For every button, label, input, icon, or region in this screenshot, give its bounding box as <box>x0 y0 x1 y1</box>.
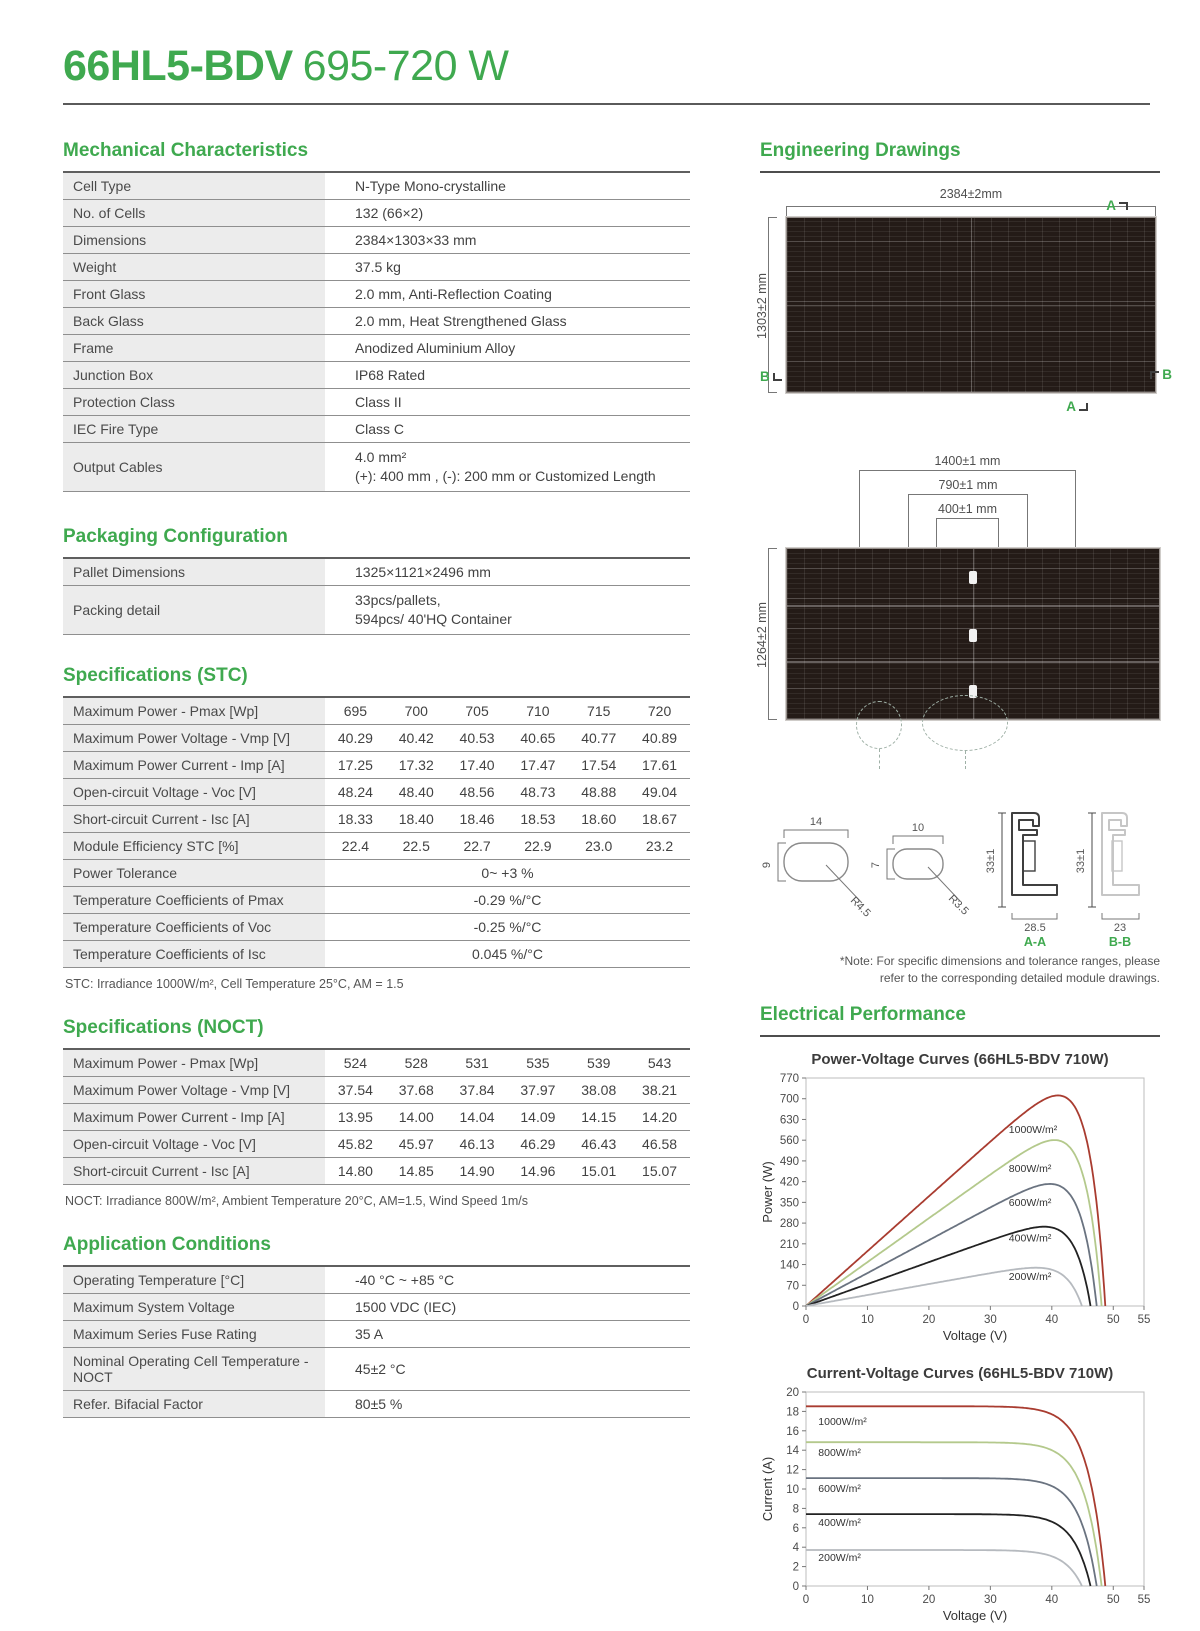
heading-rule <box>760 1035 1160 1037</box>
section-heading: Packaging Configuration <box>63 525 288 547</box>
spec-value: 14.90 <box>459 1162 495 1179</box>
model-name: 66HL5-BDV <box>63 42 293 90</box>
svg-text:350: 350 <box>779 1197 799 1210</box>
spec-value: 37.97 <box>520 1081 556 1098</box>
table-row <box>63 1391 690 1418</box>
power-range: 695-720 W <box>302 42 509 90</box>
spec-value: 46.58 <box>642 1135 678 1152</box>
spec-value: 18.67 <box>642 810 678 827</box>
spec-value: 38.21 <box>642 1081 678 1098</box>
row-label: Temperature Coefficients of Pmax <box>63 887 325 913</box>
spec-value: 14.20 <box>642 1108 678 1125</box>
corner-mark-icon <box>1079 403 1088 411</box>
svg-text:10: 10 <box>786 1483 799 1496</box>
spec-value: 535 <box>526 1054 550 1071</box>
section-label-aa: A-A <box>1023 935 1047 949</box>
spec-value: 17.61 <box>642 756 678 773</box>
row-value: Class II <box>355 394 402 410</box>
dimension-label: 7 <box>870 861 882 869</box>
svg-text:6: 6 <box>792 1522 799 1535</box>
spec-value: 539 <box>587 1054 611 1071</box>
table-row <box>63 1158 690 1185</box>
spec-value: 710 <box>526 702 550 719</box>
row-label: Maximum System Voltage <box>63 1294 325 1320</box>
frame-profile-bb <box>1075 813 1139 949</box>
section-heading: Specifications (NOCT) <box>63 1016 264 1038</box>
mounting-hole-callout <box>856 701 902 749</box>
dimension-label: 2384±2mm <box>939 187 1003 201</box>
dimension-label: 10 <box>911 822 925 834</box>
spec-value: 23.0 <box>585 837 613 854</box>
spec-value: 46.29 <box>520 1135 556 1152</box>
spec-value: 22.7 <box>463 837 491 854</box>
svg-text:4: 4 <box>792 1541 799 1554</box>
spec-value: 48.73 <box>520 783 556 800</box>
iv-curves-chart <box>760 1384 1160 1626</box>
chart-title: Current-Voltage Curves (66HL5-BDV 710W) <box>806 1364 1114 1382</box>
table-row <box>63 1104 690 1131</box>
chart-title: Power-Voltage Curves (66HL5-BDV 710W) <box>811 1050 1109 1068</box>
table-row <box>63 362 690 389</box>
svg-text:18: 18 <box>786 1406 799 1419</box>
page-title <box>63 42 1150 91</box>
spec-value: 700 <box>404 702 428 719</box>
spec-value: 14.04 <box>459 1108 495 1125</box>
svg-text:280: 280 <box>779 1217 799 1230</box>
table-row <box>63 443 690 492</box>
spec-value: 15.07 <box>642 1162 678 1179</box>
mounting-hole-callout <box>922 695 1008 751</box>
section-label-bb: B-B <box>1108 935 1132 949</box>
spec-value: 14.96 <box>520 1162 556 1179</box>
svg-text:50: 50 <box>1106 1593 1120 1606</box>
drawings-note: *Note: For specific dimensions and tolerance ranges, please refer to the corresponding detailed module drawings. <box>839 954 1160 986</box>
panel-divider <box>787 661 1159 663</box>
svg-text:0: 0 <box>792 1580 799 1593</box>
packaging-table <box>63 557 690 635</box>
stc-footnote: STC: Irradiance 1000W/m², Cell Temperature 25°C, AM = 1.5 <box>65 976 404 991</box>
solar-panel-front <box>786 217 1156 393</box>
spec-value: 18.40 <box>398 810 434 827</box>
svg-text:40: 40 <box>1045 1593 1059 1606</box>
row-value: IP68 Rated <box>355 367 426 383</box>
spec-value: 48.88 <box>581 783 617 800</box>
row-value: 2.0 mm, Anti-Reflection Coating <box>355 286 552 302</box>
table-row <box>63 698 690 725</box>
dimension-label: 1303±2 mm <box>754 273 769 339</box>
left-column <box>63 140 690 1418</box>
table-row <box>63 254 690 281</box>
spec-value: 705 <box>465 702 489 719</box>
svg-text:0: 0 <box>792 1300 799 1313</box>
noct-section <box>63 1017 690 1208</box>
packaging-section <box>63 526 690 635</box>
table-row <box>63 725 690 752</box>
svg-text:210: 210 <box>779 1238 799 1251</box>
svg-text:12: 12 <box>786 1464 799 1477</box>
curve-label: 1000W/m² <box>818 1415 867 1428</box>
title-rule <box>63 103 1150 105</box>
spec-value: 18.46 <box>459 810 495 827</box>
spec-value: 37.68 <box>398 1081 434 1098</box>
electrical-performance-section <box>760 1004 1160 1631</box>
spec-value: 17.25 <box>337 756 373 773</box>
section-mark-a-top: A <box>1106 198 1128 213</box>
row-label: Maximum Power - Pmax [Wp] <box>63 1050 325 1076</box>
curve-label: 400W/m² <box>1008 1232 1052 1245</box>
table-row <box>63 1267 690 1294</box>
panel-divider <box>787 605 1159 607</box>
spec-value: 40.42 <box>398 729 434 746</box>
section-heading: Specifications (STC) <box>63 664 248 686</box>
row-label: Back Glass <box>63 308 325 334</box>
svg-text:55: 55 <box>1137 1593 1151 1606</box>
spec-value: 720 <box>647 702 672 719</box>
svg-text:Voltage (V): Voltage (V) <box>942 1607 1008 1623</box>
table-row <box>63 227 690 254</box>
spec-value: 40.77 <box>581 729 617 746</box>
junction-box <box>969 571 977 584</box>
spec-value: -0.25 %/°C <box>473 918 542 935</box>
mechanical-section <box>63 140 690 492</box>
spec-value: 14.00 <box>398 1108 434 1125</box>
row-label: Short-circuit Current - Isc [A] <box>63 806 325 832</box>
spec-value: 46.43 <box>581 1135 617 1152</box>
spec-value: 524 <box>343 1054 368 1071</box>
row-value: Class C <box>355 421 405 437</box>
row-label: No. of Cells <box>63 200 325 226</box>
spec-value: 45.97 <box>398 1135 434 1152</box>
svg-text:14: 14 <box>786 1444 799 1457</box>
table-row <box>63 1131 690 1158</box>
svg-text:20: 20 <box>922 1313 936 1326</box>
row-value: 33pcs/pallets, 594pcs/ 40'HQ Container <box>355 591 512 627</box>
row-label: Cell Type <box>63 173 325 199</box>
row-label: Maximum Power Current - Imp [A] <box>63 752 325 778</box>
spec-value: 22.9 <box>524 837 552 854</box>
row-value: 1500 VDC (IEC) <box>355 1298 457 1315</box>
table-row <box>63 586 690 635</box>
detail-drawings <box>760 803 1160 949</box>
junction-box <box>969 629 977 642</box>
row-label: Weight <box>63 254 325 280</box>
table-row <box>63 335 690 362</box>
row-label: Temperature Coefficients of Isc <box>63 941 325 967</box>
svg-text:10: 10 <box>861 1593 874 1606</box>
row-label: Short-circuit Current - Isc [A] <box>63 1158 325 1184</box>
stc-section <box>63 665 690 991</box>
table-row <box>63 173 690 200</box>
row-value: 4.0 mm² (+): 400 mm , (-): 200 mm or Customized Length <box>355 449 656 484</box>
svg-text:Voltage (V): Voltage (V) <box>942 1327 1008 1343</box>
dimension-label: 1264±2 mm <box>754 602 769 668</box>
row-label: Open-circuit Voltage - Voc [V] <box>63 1131 325 1157</box>
svg-text:630: 630 <box>779 1114 799 1127</box>
row-value: Anodized Aluminium Alloy <box>355 340 516 356</box>
spec-value: 14.80 <box>337 1162 373 1179</box>
row-value: 2.0 mm, Heat Strengthened Glass <box>355 313 567 329</box>
spec-value: 17.47 <box>520 756 556 773</box>
svg-text:Current (A): Current (A) <box>760 1456 775 1521</box>
spec-value: 48.56 <box>459 783 495 800</box>
svg-text:30: 30 <box>983 1593 997 1606</box>
table-row <box>63 806 690 833</box>
spec-value: 0.045 %/°C <box>472 945 543 962</box>
corner-mark-icon <box>1119 202 1128 210</box>
row-value: 132 (66×2) <box>355 205 424 221</box>
spec-value: 40.53 <box>459 729 495 746</box>
row-label: Power Tolerance <box>63 860 325 886</box>
dimension-label: 23 <box>1113 922 1127 934</box>
spec-value: 38.08 <box>581 1081 617 1098</box>
table-row <box>63 559 690 586</box>
section-mark-a-bottom: A <box>1066 399 1088 414</box>
row-value: 80±5 % <box>355 1395 403 1412</box>
panel-middle-line <box>787 305 1155 306</box>
spec-value: 18.60 <box>581 810 617 827</box>
spec-value: 528 <box>404 1054 428 1071</box>
row-label: Maximum Power Voltage - Vmp [V] <box>63 1077 325 1103</box>
svg-text:2: 2 <box>792 1561 799 1574</box>
panel-rear-drawing <box>754 453 1160 769</box>
spec-value: 14.85 <box>398 1162 434 1179</box>
dimension-label: 28.5 <box>1024 922 1046 934</box>
callout-leader-line <box>965 751 966 769</box>
spec-value: 45.82 <box>337 1135 373 1152</box>
row-label: Operating Temperature [°C] <box>63 1267 325 1293</box>
svg-text:70: 70 <box>786 1280 799 1293</box>
mechanical-table <box>63 171 690 492</box>
table-row <box>63 833 690 860</box>
row-value: 1325×1121×2496 mm <box>355 563 491 580</box>
svg-text:0: 0 <box>802 1313 810 1326</box>
corner-mark-icon <box>773 373 782 381</box>
svg-text:16: 16 <box>786 1425 799 1438</box>
curve-label: 400W/m² <box>818 1516 861 1529</box>
pv-curves-chart <box>760 1070 1160 1346</box>
row-label: Nominal Operating Cell Temperature - NOCT <box>63 1348 325 1390</box>
section-heading: Application Conditions <box>63 1233 271 1255</box>
spec-value: 14.09 <box>520 1108 556 1125</box>
svg-text:140: 140 <box>779 1259 799 1272</box>
section-mark-b-right: B <box>1150 367 1172 382</box>
curve-label: 800W/m² <box>818 1446 861 1459</box>
application-table <box>63 1265 690 1418</box>
row-label: Temperature Coefficients of Voc <box>63 914 325 940</box>
application-section <box>63 1234 690 1418</box>
header <box>63 42 1150 105</box>
spec-value: 46.13 <box>459 1135 495 1152</box>
table-row <box>63 1348 690 1391</box>
svg-text:40: 40 <box>1045 1313 1059 1326</box>
row-label: Protection Class <box>63 389 325 415</box>
dimension-label: 33±1 <box>1075 848 1087 874</box>
spec-value: 22.4 <box>341 837 370 854</box>
spec-value: 37.84 <box>459 1081 495 1098</box>
section-heading: Mechanical Characteristics <box>63 140 309 161</box>
row-label: Maximum Power Current - Imp [A] <box>63 1104 325 1130</box>
frame-profile-aa <box>985 813 1057 949</box>
dimension-bracket <box>768 217 777 393</box>
svg-text:490: 490 <box>779 1155 799 1168</box>
callout-leader-line <box>879 749 880 769</box>
curve-label: 800W/m² <box>1008 1162 1052 1175</box>
solar-panel-rear <box>786 548 1160 720</box>
curve-label: 1000W/m² <box>1008 1123 1058 1136</box>
row-label: Junction Box <box>63 362 325 388</box>
spec-value: 15.01 <box>581 1162 617 1179</box>
heading-rule <box>760 171 1160 173</box>
table-row <box>63 941 690 968</box>
radius-label: R3.5 <box>945 892 971 918</box>
row-label: Maximum Power - Pmax [Wp] <box>63 698 325 724</box>
row-label: Maximum Power Voltage - Vmp [V] <box>63 725 325 751</box>
dimension-bracket <box>786 206 1156 217</box>
noct-table <box>63 1048 690 1185</box>
svg-text:Power (W): Power (W) <box>760 1161 775 1223</box>
row-label: Maximum Series Fuse Rating <box>63 1321 325 1347</box>
curve-label: 200W/m² <box>818 1551 861 1564</box>
spec-value: 13.95 <box>337 1108 373 1125</box>
spec-value: -0.29 %/°C <box>473 891 542 908</box>
svg-text:30: 30 <box>983 1313 997 1326</box>
spec-value: 531 <box>465 1054 489 1071</box>
spec-value: 17.54 <box>581 756 617 773</box>
spec-value: 48.24 <box>337 783 373 800</box>
dimension-bracket <box>768 548 777 720</box>
row-label: Pallet Dimensions <box>63 559 325 585</box>
table-row <box>63 200 690 227</box>
row-label: Open-circuit Voltage - Voc [V] <box>63 779 325 805</box>
section-mark-b-left: B <box>760 369 782 384</box>
spec-value: 18.53 <box>520 810 556 827</box>
spec-value: 40.29 <box>337 729 373 746</box>
spec-value: 543 <box>647 1054 672 1071</box>
spec-value: 23.2 <box>645 837 674 854</box>
curve-label: 200W/m² <box>1008 1270 1052 1283</box>
right-column <box>754 140 1172 1631</box>
spec-value: 17.40 <box>459 756 495 773</box>
table-row <box>63 860 690 887</box>
svg-text:20: 20 <box>922 1593 936 1606</box>
row-value: N-Type Mono-crystalline <box>355 178 506 194</box>
row-value: -40 °C ~ +85 °C <box>355 1271 455 1288</box>
spec-value: 22.5 <box>402 837 430 854</box>
spec-value: 715 <box>587 702 611 719</box>
spec-value: 40.65 <box>520 729 556 746</box>
row-value: 2384×1303×33 mm <box>355 232 477 248</box>
svg-text:55: 55 <box>1137 1313 1151 1326</box>
table-row <box>63 389 690 416</box>
table-row <box>63 1050 690 1077</box>
svg-text:560: 560 <box>779 1134 799 1147</box>
table-row <box>63 1321 690 1348</box>
svg-text:50: 50 <box>1106 1313 1120 1326</box>
section-heading: Engineering Drawings <box>760 140 961 161</box>
table-row <box>63 887 690 914</box>
panel-front-drawing <box>754 187 1172 439</box>
row-label: Front Glass <box>63 281 325 307</box>
section-heading: Electrical Performance <box>760 1003 966 1025</box>
noct-footnote: NOCT: Irradiance 800W/m², Ambient Temperature 20°C, AM=1.5, Wind Speed 1m/s <box>65 1193 528 1208</box>
spec-value: 0~ +3 % <box>481 864 534 881</box>
spec-value: 49.04 <box>642 783 678 800</box>
spec-value: 48.40 <box>398 783 434 800</box>
row-label: Frame <box>63 335 325 361</box>
svg-text:770: 770 <box>779 1072 799 1085</box>
table-row <box>63 914 690 941</box>
spec-value: 40.89 <box>642 729 678 746</box>
table-row <box>63 281 690 308</box>
table-row <box>63 752 690 779</box>
row-label: Output Cables <box>63 443 325 491</box>
spec-value: 37.54 <box>337 1081 373 1098</box>
dimension-bracket <box>936 518 999 548</box>
row-label: Dimensions <box>63 227 325 253</box>
dimension-label: 14 <box>809 816 823 828</box>
spec-value: 14.15 <box>581 1108 617 1125</box>
svg-text:20: 20 <box>786 1386 799 1399</box>
dimension-label: 400±1 mm <box>938 502 997 516</box>
mounting-slot-detail-1 <box>761 816 873 920</box>
spec-value: 695 <box>343 702 368 719</box>
dimension-label: 790±1 mm <box>938 478 998 492</box>
table-row <box>63 416 690 443</box>
table-row <box>63 308 690 335</box>
dimension-label: 33±1 <box>985 848 997 874</box>
svg-text:0: 0 <box>802 1593 810 1606</box>
curve-label: 600W/m² <box>1008 1196 1052 1209</box>
svg-text:10: 10 <box>861 1313 874 1326</box>
row-value: 37.5 kg <box>355 259 401 275</box>
table-row <box>63 1077 690 1104</box>
row-value: 45±2 °C <box>355 1360 406 1377</box>
svg-text:8: 8 <box>792 1503 799 1516</box>
spec-value: 18.33 <box>337 810 373 827</box>
row-label: Packing detail <box>63 586 325 634</box>
svg-text:700: 700 <box>779 1093 799 1106</box>
dimension-label: 9 <box>761 861 773 869</box>
curve-label: 600W/m² <box>818 1482 861 1495</box>
mounting-slot-detail-2 <box>870 822 971 918</box>
radius-label: R4.5 <box>847 894 873 920</box>
spec-value: 17.32 <box>398 756 434 773</box>
row-label: Refer. Bifacial Factor <box>63 1391 325 1417</box>
row-label: Module Efficiency STC [%] <box>63 833 325 859</box>
corner-mark-icon <box>1150 371 1159 379</box>
table-row <box>63 779 690 806</box>
row-value: 35 A <box>355 1325 384 1342</box>
stc-table <box>63 696 690 968</box>
svg-text:420: 420 <box>779 1176 799 1189</box>
table-row <box>63 1294 690 1321</box>
dimension-label: 1400±1 mm <box>934 454 1001 468</box>
row-label: IEC Fire Type <box>63 416 325 442</box>
